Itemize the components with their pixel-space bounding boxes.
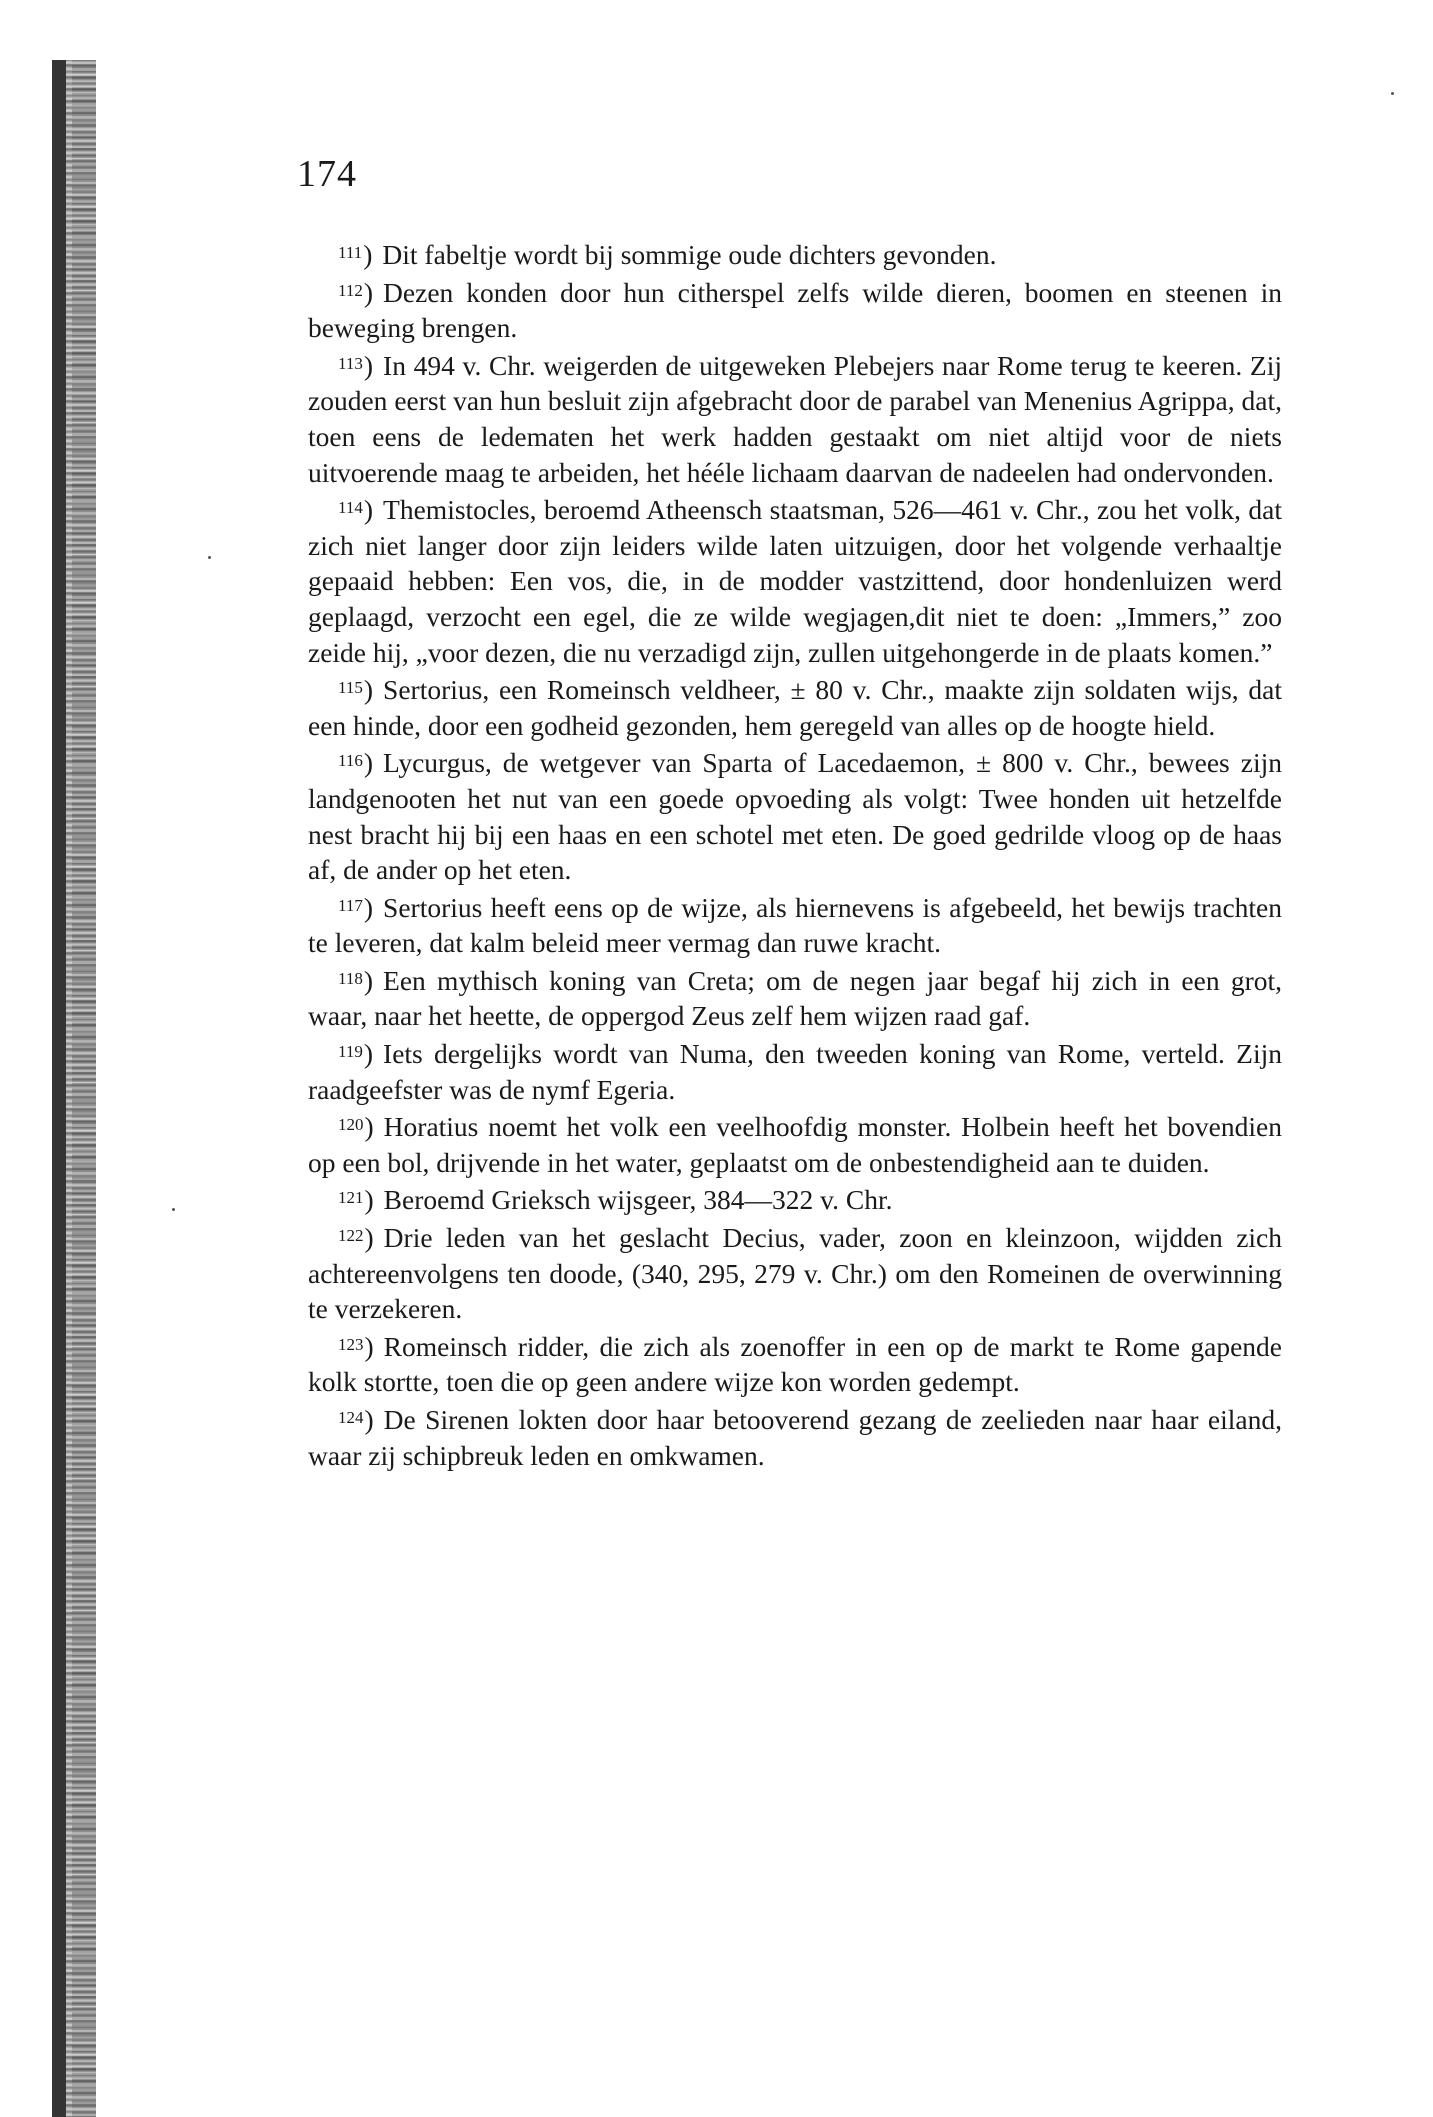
footnote: $^{115}$) Sertorius, een Romeinsch veldheer, ± 80 v. Chr., maakte zijn soldaten wijs, dat een hinde, door een godheid gezonden, hem geregeld van alles op de hoogte hield. bbox=[308, 674, 1282, 741]
footnote-text: Horatius noemt het volk een veelhoofdig monster. Holbein heeft het bovendien op een bol, drijvende in het water, geplaatst om de onbestendigheid aan te duiden. bbox=[308, 1111, 1282, 1178]
footnote-text: In 494 v. Chr. weigerden de uitgeweken Plebejers naar Rome terug te keeren. Zij zouden eerst van hun besluit zijn afgebracht door de parabel van Menenius Agrippa, dat, toen eens de ledematen het werk hadden gestaakt om niet altijd voor de niets uitvoerende maag te arbeiden, het hééle lichaam daarvan de nadeelen had ondervonden. bbox=[308, 349, 1282, 488]
footnote: $^{124}$) De Sirenen lokten door haar betooverend gezang de zeelieden naar haar eiland, waar zij schipbreuk leden en omkwamen. bbox=[308, 1404, 1282, 1471]
footnote-text: Dit fabeltje wordt bij sommige oude dichters gevonden. bbox=[382, 239, 997, 270]
scan-speck bbox=[1391, 92, 1394, 95]
footnote: $^{111}$) Dit fabeltje wordt bij sommige oude dichters gevonden. bbox=[338, 239, 997, 270]
footnote-text: Iets dergelijks wordt van Numa, den tweeden koning van Rome, verteld. Zijn raadgeefster was de nymf Egeria. bbox=[308, 1038, 1282, 1105]
scan-speck bbox=[172, 1208, 175, 1211]
footnote: $^{121}$) Beroemd Grieksch wijsgeer, 384—322 v. Chr. bbox=[338, 1184, 893, 1216]
footnote-text: Themistocles, beroemd Atheensch staatsman, 526—461 v. Chr., zou het volk, dat zich niet langer door zijn leiders wilde laten uitzuigen, door het volgende verhaaltje gepaaid hebben: Een vos, die, in de modder vastzittend, door hondenluizen werd geplaagd, verzocht een egel, die ze wilde wegjagen,dit niet te doen: „Immers,” zoo zeide hij, „voor dezen, die nu verzadigd zijn, zullen uitgehongerde in de plaats komen.” bbox=[308, 494, 1282, 668]
page-number: 174 bbox=[297, 153, 357, 195]
scan-binding-edge bbox=[52, 60, 96, 2117]
footnote: $^{120}$) Horatius noemt het volk een veelhoofdig monster. Holbein heeft het bovendien op een bol, drijvende in het water, geplaatst om de onbestendigheid aan te duiden. bbox=[308, 1111, 1282, 1178]
footnote-text: Beroemd Grieksch wijsgeer, 384—322 v. Chr. bbox=[383, 1184, 893, 1216]
footnote: $^{122}$) Drie leden van het geslacht Decius, vader, zoon en kleinzoon, wijdden zich achtereenvolgens ten doode, (340, 295, 279 v. Chr.) om den Romeinen de overwinning te verzekeren. bbox=[308, 1222, 1282, 1325]
binding-shadow bbox=[52, 60, 66, 2117]
footnote: $^{123}$) Romeinsch ridder, die zich als zoenoffer in een op de markt te Rome gapende kolk stortte, toen die op geen andere wijze kon worden gedempt. bbox=[308, 1330, 1282, 1398]
footnote-text: De Sirenen lokten door haar betooverend gezang de zeelieden naar haar eiland, waar zij schipbreuk leden en omkwamen. bbox=[308, 1404, 1282, 1471]
footnote: $^{114}$) Themistocles, beroemd Atheensch staatsman, 526—461 v. Chr., zou het volk, dat zich niet langer door zijn leiders wilde laten uitzuigen, door het volgende verhaaltje gepaaid hebben: Een vos, die, in de modder vastzittend, door hondenluizen werd geplaagd, verzocht een egel, die ze wilde wegjagen,dit niet te doen: „Immers,” zoo zeide hij, „voor dezen, die nu verzadigd zijn, zullen uitgehongerde in de plaats komen.” bbox=[308, 494, 1282, 668]
footnote-number: 115 bbox=[338, 678, 363, 698]
footnote-text: Sertorius, een Romeinsch veldheer, ± 80 v. Chr., maakte zijn soldaten wijs, dat een hinde, door een godheid gezonden, hem geregeld van alles op de hoogte hield. bbox=[308, 674, 1282, 741]
footnote-text: Sertorius heeft eens op de wijze, als hiernevens is afgebeeld, het bewijs trachten te leveren, dat kalm beleid meer vermag dan ruwe kracht. bbox=[308, 891, 1282, 959]
footnote: $^{118}$) Een mythisch koning van Creta; om de negen jaar begaf hij zich in een grot, waar, naar het heette, de oppergod Zeus zelf hem wijzen raad gaf. bbox=[308, 964, 1282, 1032]
footnote: $^{119}$) Iets dergelijks wordt van Numa, den tweeden koning van Rome, verteld. Zijn raadgeefster was de nymf Egeria. bbox=[308, 1038, 1282, 1105]
footnote-number: 120 bbox=[338, 1115, 364, 1135]
footnote-number: 116 bbox=[338, 751, 363, 771]
footnotes bbox=[308, 235, 1282, 1473]
footnote: $^{117}$) Sertorius heeft eens op de wijze, als hiernevens is afgebeeld, het bewijs trachten te leveren, dat kalm beleid meer vermag dan ruwe kracht. bbox=[308, 891, 1282, 959]
footnote-text: Romeinsch ridder, die zich als zoenoffer in een op de markt te Rome gapende kolk stortte, toen die op geen andere wijze kon worden gedempt. bbox=[308, 1330, 1282, 1398]
footnote-number: 113 bbox=[338, 353, 363, 373]
footnote-text: Dezen konden door hun citherspel zelfs wilde dieren, boomen en steenen in beweging brengen. bbox=[308, 276, 1282, 344]
footnote: $^{116}$) Lycurgus, de wetgever van Sparta of Lacedaemon, ± 800 v. Chr., bewees zijn landgenooten het nut van een goede opvoeding als volgt: Twee honden uit hetzelfde nest bracht hij bij een haas en een schotel met eten. De goed gedrilde vloog op de haas af, de ander op het eten. bbox=[308, 747, 1282, 886]
footnote-number: 119 bbox=[338, 1042, 363, 1062]
footnote: $^{112}$) Dezen konden door hun citherspel zelfs wilde dieren, boomen en steenen in beweging brengen. bbox=[308, 276, 1282, 344]
footnote-number: 121 bbox=[338, 1188, 364, 1208]
scan-speck bbox=[208, 556, 211, 559]
footnote-number: 112 bbox=[338, 280, 363, 300]
footnote-number: 122 bbox=[338, 1226, 364, 1246]
footnote-number: 114 bbox=[338, 498, 363, 518]
footnote-number: 124 bbox=[338, 1408, 364, 1427]
footnote: $^{113}$) In 494 v. Chr. weigerden de uitgeweken Plebejers naar Rome terug te keeren. Zij zouden eerst van hun besluit zijn afgebracht door de parabel van Menenius Agrippa, dat, toen eens de ledematen het werk hadden gestaakt om niet altijd voor de niets uitvoerende maag te arbeiden, het hééle lichaam daarvan de nadeelen had ondervonden. bbox=[308, 349, 1282, 488]
footnote-text: Een mythisch koning van Creta; om de negen jaar begaf hij zich in een grot, waar, naar het heette, de oppergod Zeus zelf hem wijzen raad gaf. bbox=[308, 964, 1282, 1032]
footnote-number: 111 bbox=[338, 243, 363, 262]
footnote-text: Lycurgus, de wetgever van Sparta of Lacedaemon, ± 800 v. Chr., bewees zijn landgenooten het nut van een goede opvoeding als volgt: Twee honden uit hetzelfde nest bracht hij bij een haas en een schotel met eten. De goed gedrilde vloog op de haas af, de ander op het eten. bbox=[308, 747, 1282, 886]
footnote-number: 117 bbox=[338, 895, 363, 915]
footnote-text: Drie leden van het geslacht Decius, vader, zoon en kleinzoon, wijdden zich achtereenvolgens ten doode, (340, 295, 279 v. Chr.) om den Romeinen de overwinning te verzekeren. bbox=[308, 1222, 1282, 1325]
footnote-number: 118 bbox=[338, 968, 363, 988]
footnote-number: 123 bbox=[338, 1334, 364, 1354]
